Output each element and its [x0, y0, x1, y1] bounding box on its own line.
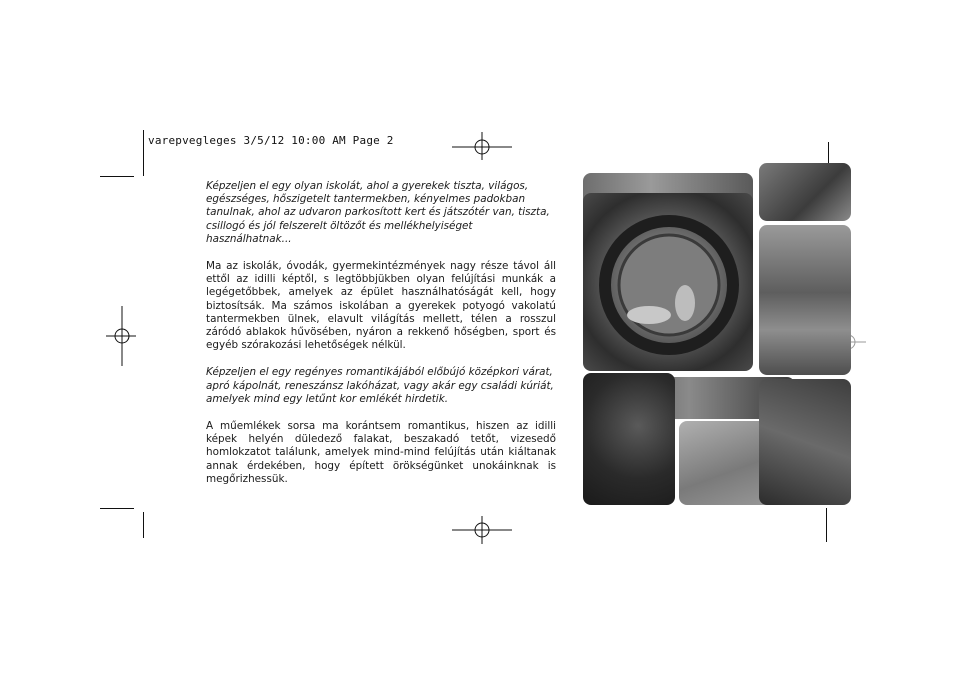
crop-mark-bottom-left-vertical [143, 512, 144, 538]
body-text [206, 180, 556, 500]
collage-bottom-right-photo [759, 379, 851, 505]
printer-slug: varepvegleges 3/5/12 10:00 AM Page 2 [148, 134, 394, 147]
collage-top-right-texture [759, 163, 851, 221]
paragraph-monument-condition: A műemlékek sorsa ma korántsem romantikus, hiszen az idilli képek helyén düledező falakat, beszakadó tetőt, vizesedő homlokzatot találunk, amelyek mind-mind felújítás után kiáltanak annak érdekében, hogy épített örökségünket unokáinknak is megőrizhessük. [206, 420, 556, 485]
crop-mark-top-left-vertical [143, 130, 144, 176]
photo-collage [583, 163, 851, 505]
crop-mark-bottom-right-vertical [826, 508, 827, 542]
registration-mark-bottom [452, 516, 512, 546]
crop-mark-bottom-left-horizontal [100, 508, 134, 509]
collage-round-window-photo [583, 193, 753, 371]
paragraph-intro-school: Képzeljen el egy olyan iskolát, ahol a gyerekek tiszta, világos, egészséges, hőszigetelt tantermekben, kényelmes padokban tanulnak, ahol az udvaron parkosított kert és játszótér van, tiszta, csillogó és jól felszerelt öltözőt és mellékhelyiséget használhatnak... [206, 180, 550, 245]
crop-mark-top-left-horizontal [100, 176, 134, 177]
registration-mark-top [452, 130, 512, 160]
registration-mark-left [106, 306, 136, 366]
collage-dark-tree-photo [583, 373, 675, 505]
paragraph-intro-monument: Képzeljen el egy regényes romantikájából előbújó középkori várat, apró kápolnát, reneszánsz lakóházat, vagy akár egy családi kúriát, amelyek mind egy letűnt kor emlékét hirdetik. [206, 366, 554, 405]
paragraph-school-condition: Ma az iskolák, óvodák, gyermekintézmények nagy része távol áll ettől az idilli képtől, s legtöbbjükben olyan felújítási munkák a legégetőbbek, amelyek az épület használhatóságát kell, hogy biztosítsák. Ma számos iskolában a gyerekek potyogó vakolatú tantermekben ülnek, elavult világítás mellett, télen a rosszul záródó ablakok hűvösében, nyáron a rekkenő hőségben, sport és egyéb szórakozási lehetőségek nélkül. [206, 260, 556, 352]
collage-right-wall-photo [759, 225, 851, 375]
round-window-drawing [583, 193, 753, 371]
